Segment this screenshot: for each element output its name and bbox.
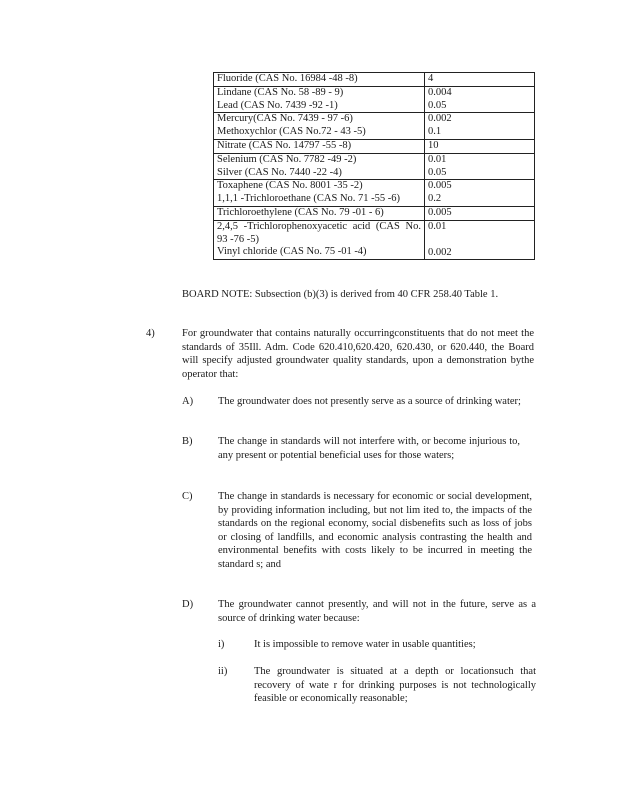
standard-value: 0.005: [428, 206, 452, 218]
standard-value: 0.05: [428, 166, 447, 178]
standard-value: 0.002: [428, 246, 452, 258]
contaminant-name: Selenium (CAS No. 7782 -49 -2): [217, 153, 357, 165]
contaminant-standards-table: [213, 72, 535, 260]
contaminant-name-cell: [214, 73, 425, 87]
item-label: D): [182, 599, 194, 610]
table-row: [214, 206, 535, 220]
standard-value: 10: [428, 139, 439, 151]
item-text: The groundwater cannot presently, and will not in the future, serve as a source of drinking water because:: [218, 599, 536, 624]
standard-value: 4: [428, 73, 434, 84]
contaminant-name: Lindane (CAS No. 58 -89 - 9): [217, 86, 344, 98]
contaminant-name-cell: [214, 113, 425, 140]
item-label: C): [182, 491, 193, 502]
contaminant-name: Toxaphene (CAS No. 8001 -35 -2): [217, 180, 363, 192]
standard-value: 0.01: [428, 220, 447, 232]
standard-value-cell: [425, 180, 535, 207]
standard-value: 0.1: [428, 126, 442, 138]
standard-value-cell: [425, 206, 535, 220]
standard-value: 0.002: [428, 113, 452, 125]
standard-value: 0.2: [428, 193, 442, 205]
contaminant-name: Silver (CAS No. 7440 -22 -4): [217, 166, 342, 178]
contaminant-name-cell: [214, 153, 425, 180]
item-text: The change in standards is necessary for economic or social development, by providing information including, but not lim ited to, the impacts of the standards on the regional economy, social disbenefits such as loss of jobs or closing of landfills, and economic analysis contrasting the health and environmental benefits with costs likely to be incurred in meeting the standard s; and: [218, 491, 532, 570]
contaminant-name-cell: [214, 86, 425, 113]
contaminant-name-cell: [214, 220, 425, 260]
table-row: [214, 180, 535, 207]
item-text: The groundwater does not presently serve as a source of drinking water;: [218, 396, 521, 407]
contaminant-name: 1,1,1 -Trichloroethane (CAS No. 71 -55 -6): [217, 193, 401, 205]
contaminant-name: Trichloroethylene (CAS No. 79 -01 - 6): [217, 206, 384, 218]
standard-value: 0.01: [428, 153, 447, 165]
standard-value-cell: [425, 113, 535, 140]
spacer: [428, 234, 531, 247]
paragraph-number: 4): [146, 328, 155, 339]
contaminant-name: 2,4,5 -Trichlorophenoxyacetic acid (CAS No. 93 -76 -5): [217, 220, 421, 245]
paragraph-text: For groundwater that contains naturally occurringconstituents that do not meet the standards of 35Ill. Adm. Code 620.410,620.420, 620.430, or 620.440, the Board will specify adjusted groundwater quality standards, upon a demonstration bythe operator that:: [182, 328, 534, 380]
contaminant-name: Mercury(CAS No. 7439 - 97 -6): [217, 113, 353, 125]
standard-value: 0.05: [428, 99, 447, 111]
contaminant-name: Methoxychlor (CAS No.72 - 43 -5): [217, 126, 366, 138]
contaminant-name: Vinyl chloride (CAS No. 75 -01 -4): [217, 246, 367, 258]
item-text: The change in standards will not interfere with, or become injurious to, any present or potential beneficial uses for those waters;: [218, 436, 520, 461]
table-row: [214, 86, 535, 113]
board-note: BOARD NOTE: Subsection (b)(3) is derived from 40 CFR 258.40 Table 1.: [182, 289, 499, 300]
contaminant-name: Nitrate (CAS No. 14797 -55 -8): [217, 139, 352, 151]
table-row: [214, 220, 535, 260]
standard-value-cell: [425, 153, 535, 180]
subitem-label: i): [218, 639, 225, 650]
subitem-text: The groundwater is situated at a depth or locationsuch that recovery of wate r for drinking purposes is not technologically feasible or economically reasonable;: [254, 666, 536, 705]
standard-value-cell: [425, 139, 535, 153]
table-row: [214, 153, 535, 180]
subitem-text: It is impossible to remove water in usable quantities;: [254, 639, 476, 650]
standard-value: 0.004: [428, 86, 452, 98]
table-row: [214, 139, 535, 153]
subitem-label: ii): [218, 666, 228, 677]
standard-value-cell: [425, 86, 535, 113]
table-row: [214, 73, 535, 87]
contaminant-name-cell: [214, 180, 425, 207]
standard-value-cell: [425, 73, 535, 87]
item-label: B): [182, 436, 193, 447]
table-row: [214, 113, 535, 140]
standard-value: 0.005: [428, 180, 452, 192]
item-label: A): [182, 396, 194, 407]
contaminant-name: Fluoride (CAS No. 16984 -48 -8): [217, 73, 358, 84]
standard-value-cell: [425, 220, 535, 260]
contaminant-name-cell: [214, 139, 425, 153]
contaminant-name: Lead (CAS No. 7439 -92 -1): [217, 99, 338, 111]
contaminant-name-cell: [214, 206, 425, 220]
